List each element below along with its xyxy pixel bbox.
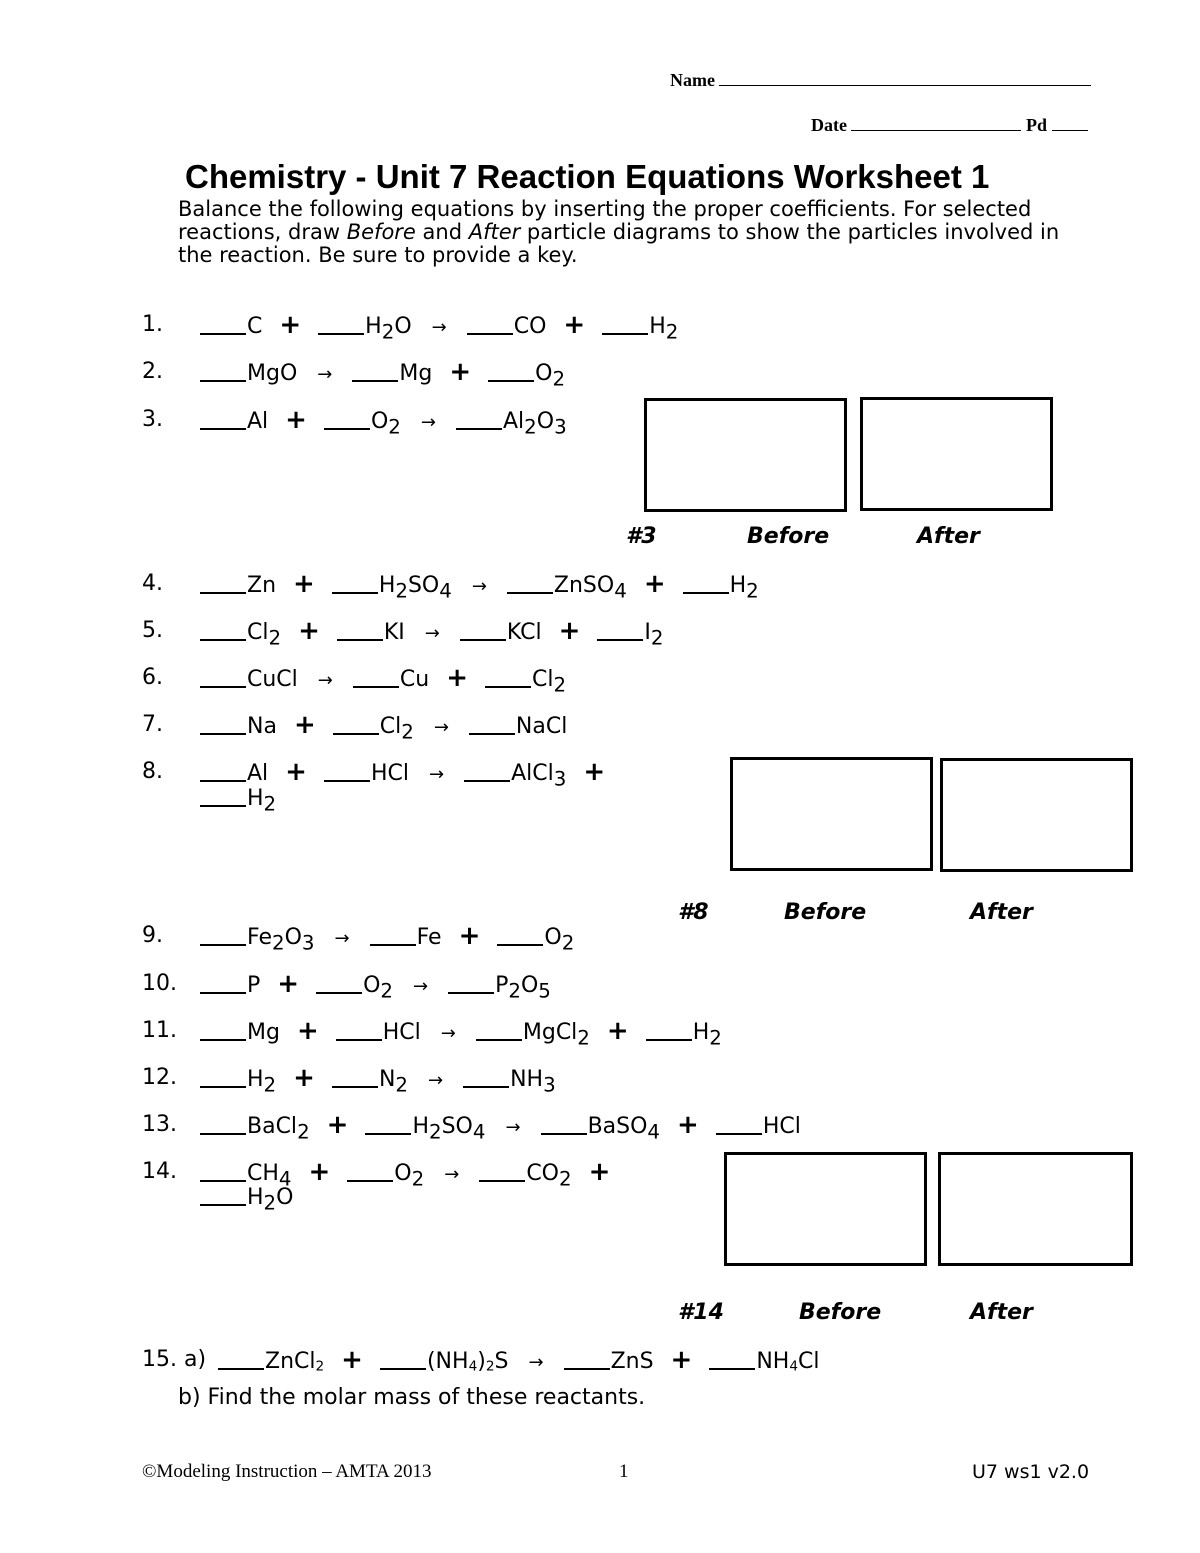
period-label: Pd — [1025, 115, 1047, 135]
chemical-term — [467, 314, 547, 339]
formula: Zn — [247, 573, 277, 598]
equation-number: 15. a) — [142, 1347, 207, 1372]
chemical-term — [332, 1067, 408, 1097]
chemical-term — [476, 1020, 590, 1050]
date-label: Date — [811, 115, 847, 135]
chemical-term — [597, 620, 664, 650]
chemical-term — [218, 1349, 324, 1374]
footer-page-number: 1 — [619, 1461, 629, 1482]
coefficient-blank[interactable] — [469, 713, 515, 735]
plus-sign: + — [298, 616, 320, 646]
formula: MgO — [247, 361, 298, 386]
chemical-term — [200, 1185, 294, 1215]
formula: $H_2$ — [247, 1067, 277, 1097]
plus-sign: + — [308, 1157, 331, 1187]
coefficient-blank[interactable] — [324, 760, 370, 782]
formula: $P_2O_5$ — [495, 973, 551, 1003]
chemical-term — [448, 973, 551, 1003]
formula: Al — [247, 761, 269, 786]
formula: NaCl — [515, 714, 568, 739]
plus-sign: + — [563, 310, 586, 340]
chemical-term — [602, 314, 679, 344]
chemical-term — [200, 1114, 310, 1144]
arrow-icon: → — [429, 764, 445, 785]
formula: ZnSO$_4$ — [553, 573, 627, 603]
coefficient-blank[interactable] — [316, 972, 362, 994]
formula: BaCl$_2$ — [247, 1114, 310, 1144]
arrow-icon: → — [440, 1023, 456, 1044]
equation-number: 11. — [142, 1018, 177, 1043]
coefficient-blank[interactable] — [564, 1348, 610, 1370]
formula: $O_2$ — [363, 973, 393, 1003]
formula: $N_2$ — [378, 1067, 408, 1097]
before-box-8[interactable] — [730, 757, 933, 871]
formula: $O_2$ — [535, 361, 566, 391]
coefficient-blank[interactable] — [460, 619, 506, 641]
before-box-3[interactable] — [644, 398, 847, 512]
arrow-icon: → — [424, 623, 440, 644]
page-title: Chemistry - Unit 7 Reaction Equations Worksheet 1 — [185, 158, 990, 195]
plus-sign: + — [446, 663, 468, 693]
coefficient-blank[interactable] — [709, 1348, 755, 1370]
formula: $CH_4$ — [247, 1161, 292, 1191]
formula: $O_2$ — [394, 1161, 425, 1191]
formula: $I_2$ — [644, 620, 664, 650]
coefficient-blank[interactable] — [541, 1113, 587, 1135]
coefficient-blank[interactable] — [464, 760, 510, 782]
chemical-term — [332, 573, 452, 603]
equation-number: 1. — [142, 312, 163, 337]
coefficient-blank[interactable] — [463, 1066, 509, 1088]
name-field[interactable] — [670, 70, 1091, 91]
arrow-icon: → — [444, 1164, 460, 1185]
formula: $H_2O$ — [247, 1185, 294, 1215]
chemical-term — [200, 573, 276, 598]
formula: $CO_2$ — [526, 1161, 572, 1191]
chemical-term — [318, 314, 412, 344]
chemical-term — [507, 573, 627, 603]
chemical-term — [365, 1114, 486, 1144]
formula: AlCl$_3$ — [511, 761, 567, 791]
coefficient-blank[interactable] — [218, 1348, 264, 1370]
chemical-term — [463, 1067, 556, 1097]
after-box-8[interactable] — [940, 758, 1133, 872]
formula: HCl — [762, 1114, 801, 1139]
coefficient-blank[interactable] — [337, 619, 383, 641]
coefficient-blank[interactable] — [200, 972, 246, 994]
formula: Al — [247, 409, 269, 434]
chemical-term — [200, 620, 282, 650]
coefficient-blank[interactable] — [479, 1160, 525, 1182]
period-line — [1052, 116, 1088, 131]
arrow-icon: → — [471, 576, 487, 597]
arrow-icon: → — [433, 717, 449, 738]
coefficient-blank[interactable] — [467, 313, 513, 335]
coefficient-blank[interactable] — [485, 666, 531, 688]
plus-sign: + — [583, 757, 606, 787]
diagram-label-14: #14 — [678, 1300, 724, 1325]
arrow-icon: → — [505, 1117, 521, 1138]
equation-number: 12. — [142, 1065, 177, 1090]
coefficient-blank[interactable] — [200, 1066, 246, 1088]
arrow-icon: → — [317, 670, 333, 691]
formula: MgCl$_2$ — [522, 1020, 590, 1050]
chemical-term — [709, 1349, 819, 1374]
chemical-term — [324, 409, 401, 439]
after-label-14: After — [970, 1300, 1033, 1325]
coefficient-blank[interactable] — [333, 713, 379, 735]
equation-number: 7. — [142, 712, 163, 737]
after-label-8: After — [970, 900, 1033, 925]
formula: $H_2$ — [247, 786, 277, 816]
coefficient-blank[interactable] — [200, 1113, 246, 1135]
coefficient-blank[interactable] — [448, 972, 494, 994]
arrow-icon: → — [428, 1070, 444, 1091]
formula: $H_2$ — [729, 573, 759, 603]
coefficient-blank[interactable] — [200, 572, 246, 594]
formula: ZnS — [610, 1349, 654, 1374]
coefficient-blank[interactable] — [200, 1019, 246, 1041]
formula: $H_2SO_4$ — [378, 573, 452, 603]
chemical-term — [200, 786, 277, 816]
chemical-term — [464, 761, 567, 791]
coefficient-blank[interactable] — [200, 313, 246, 335]
plus-sign: + — [677, 1110, 699, 1140]
formula: $H_2O$ — [365, 314, 412, 344]
chemical-term — [200, 925, 315, 955]
chemical-term — [370, 925, 442, 950]
instructions — [178, 198, 1068, 267]
coefficient-blank[interactable] — [200, 785, 246, 807]
coefficient-blank[interactable] — [365, 1113, 411, 1135]
coefficient-blank[interactable] — [476, 1019, 522, 1041]
coefficient-blank[interactable] — [683, 572, 729, 594]
equation-number: 4. — [142, 571, 163, 596]
equation-number: 8. — [142, 759, 163, 784]
formula: $H_2$ — [649, 314, 679, 344]
part-b-question: b) Find the molar mass of these reactants. — [178, 1385, 646, 1410]
after-label-3: After — [917, 524, 980, 549]
before-label-14: Before — [799, 1300, 882, 1325]
plus-sign: + — [643, 569, 666, 599]
chemical-term — [497, 925, 575, 955]
coefficient-blank[interactable] — [200, 760, 246, 782]
coefficient-blank[interactable] — [200, 666, 246, 688]
formula: $NH_3$ — [510, 1067, 556, 1097]
formula: $Cl_2$ — [531, 667, 567, 697]
footer-copyright: ©Modeling Instruction – AMTA 2013 — [142, 1461, 432, 1482]
chemical-term — [200, 761, 268, 786]
date-field[interactable] — [811, 115, 1088, 136]
formula: CuCl — [247, 667, 298, 692]
arrow-icon: → — [317, 364, 333, 385]
plus-sign: + — [277, 969, 300, 999]
formula: KCl — [506, 620, 542, 645]
equation-number: 6. — [142, 665, 163, 690]
diagram-label-3: #3 — [626, 524, 657, 549]
coefficient-blank[interactable] — [332, 572, 378, 594]
plus-sign: + — [293, 1063, 315, 1093]
arrow-icon: → — [334, 928, 350, 949]
coefficient-blank[interactable] — [602, 313, 648, 335]
plus-sign: + — [341, 1345, 363, 1375]
plus-sign: + — [293, 569, 315, 599]
plus-sign: + — [279, 310, 302, 340]
chemical-term — [200, 1020, 280, 1045]
chemical-term — [380, 1349, 509, 1374]
chemical-term — [200, 1067, 277, 1097]
chemical-term — [336, 1020, 421, 1045]
name-line — [719, 71, 1091, 86]
coefficient-blank[interactable] — [200, 408, 246, 430]
plus-sign: + — [285, 757, 307, 787]
chemical-term — [479, 1161, 572, 1191]
equation-number: 10. — [142, 971, 177, 996]
formula: $H_2$ — [692, 1020, 722, 1050]
chemical-term — [716, 1114, 801, 1139]
plus-sign: + — [606, 1016, 629, 1046]
chemical-term — [200, 314, 262, 339]
formula: $H_2SO_4$ — [412, 1114, 486, 1144]
chemical-term — [352, 361, 432, 386]
chemical-term — [324, 761, 409, 786]
formula: BaSO$_4$ — [587, 1114, 661, 1144]
chemical-term — [347, 1161, 425, 1191]
plus-sign: + — [458, 921, 481, 951]
chemical-term — [564, 1349, 654, 1374]
chemical-term — [200, 714, 277, 739]
equation-number: 3. — [142, 407, 163, 432]
coefficient-blank[interactable] — [200, 713, 246, 735]
chemical-term — [200, 409, 268, 434]
formula: P — [247, 973, 261, 998]
before-label-3: Before — [747, 524, 830, 549]
plus-sign: + — [558, 616, 581, 646]
coefficient-blank[interactable] — [507, 572, 553, 594]
before-box-14[interactable] — [724, 1152, 927, 1266]
arrow-icon: → — [420, 412, 436, 433]
plus-sign: + — [296, 1016, 319, 1046]
coefficient-blank[interactable] — [488, 360, 534, 382]
after-box-14[interactable] — [938, 1152, 1133, 1266]
chemical-term — [333, 714, 414, 744]
formula: $Fe_2O_3$ — [247, 925, 315, 955]
formula: Cu — [399, 667, 430, 692]
formula: ZnCl$_2$ — [265, 1349, 325, 1375]
formula: Mg — [399, 361, 433, 386]
chemical-term — [469, 714, 567, 739]
plus-sign: + — [326, 1110, 349, 1140]
chemical-term — [485, 667, 567, 697]
coefficient-blank[interactable] — [597, 619, 643, 641]
instructions-part1: Balance the following equations by inserting the proper coefficients. For selected reactions, draw — [178, 197, 1032, 244]
coefficient-blank[interactable] — [456, 408, 502, 430]
coefficient-blank[interactable] — [336, 1019, 382, 1041]
formula: C — [247, 314, 263, 339]
footer-version: U7 ws1 v2.0 — [972, 1461, 1090, 1483]
chemical-term — [460, 620, 542, 645]
plus-sign: + — [285, 405, 307, 435]
chemical-term — [200, 973, 260, 998]
coefficient-blank[interactable] — [380, 1348, 426, 1370]
chemical-term — [200, 361, 297, 386]
chemical-term — [337, 620, 405, 645]
after-box-3[interactable] — [860, 397, 1053, 511]
equation-number: 2. — [142, 359, 163, 384]
formula: Mg — [247, 1020, 280, 1045]
coefficient-blank[interactable] — [646, 1019, 692, 1041]
chemical-term — [541, 1114, 661, 1144]
instructions-and: and — [415, 220, 469, 244]
equation-number: 14. — [142, 1159, 177, 1184]
plus-sign: + — [588, 1157, 611, 1187]
equation-number: 13. — [142, 1112, 177, 1137]
formula: KI — [383, 620, 405, 645]
plus-sign: + — [293, 710, 316, 740]
formula: CO — [513, 314, 547, 339]
equation-continuation — [200, 1183, 293, 1213]
date-line — [851, 116, 1021, 131]
chemical-term — [646, 1020, 722, 1050]
equation-continuation — [200, 784, 276, 814]
coefficient-blank[interactable] — [200, 1160, 246, 1182]
coefficient-blank[interactable] — [200, 924, 246, 946]
arrow-icon: → — [431, 317, 447, 338]
chemical-term — [456, 409, 567, 439]
equation-number: 9. — [142, 923, 163, 948]
instructions-after: After — [468, 220, 521, 244]
formula: $NH_4Cl$ — [756, 1349, 820, 1375]
chemical-term — [316, 973, 393, 1003]
chemical-term — [200, 667, 298, 692]
instructions-part2: particle diagrams to show the particles involved in the reaction. Be sure to provide a key. — [178, 220, 1060, 267]
coefficient-blank[interactable] — [347, 1160, 393, 1182]
diagram-label-8: #8 — [678, 900, 709, 925]
arrow-icon: → — [413, 976, 429, 997]
arrow-icon: → — [528, 1352, 544, 1373]
coefficient-blank[interactable] — [716, 1113, 762, 1135]
coefficient-blank[interactable] — [200, 360, 246, 382]
formula: $O_2$ — [544, 925, 575, 955]
name-label: Name — [670, 70, 715, 90]
chemical-term — [353, 667, 429, 692]
before-label-8: Before — [784, 900, 867, 925]
formula: $Al_2O_3$ — [502, 409, 567, 439]
formula: HCl — [382, 1020, 421, 1045]
plus-sign: + — [670, 1345, 693, 1375]
coefficient-blank[interactable] — [200, 619, 246, 641]
formula: Na — [247, 714, 277, 739]
coefficient-blank[interactable] — [318, 313, 364, 335]
instructions-before: Before — [346, 220, 416, 244]
plus-sign: + — [449, 357, 472, 387]
chemical-term — [488, 361, 566, 391]
formula: HCl — [370, 761, 409, 786]
formula: Fe — [416, 925, 442, 950]
coefficient-blank[interactable] — [370, 924, 416, 946]
formula: $Cl_2$ — [379, 714, 414, 744]
coefficient-blank[interactable] — [497, 924, 543, 946]
formula: $O_2$ — [370, 409, 401, 439]
equation-number: 5. — [142, 618, 163, 643]
coefficient-blank[interactable] — [332, 1066, 378, 1088]
coefficient-blank[interactable] — [352, 360, 398, 382]
coefficient-blank[interactable] — [324, 408, 370, 430]
coefficient-blank[interactable] — [353, 666, 399, 688]
formula: $(NH_4)_2S$ — [426, 1349, 509, 1375]
coefficient-blank[interactable] — [200, 1184, 246, 1206]
chemical-term — [683, 573, 759, 603]
formula: $Cl_2$ — [247, 620, 282, 650]
